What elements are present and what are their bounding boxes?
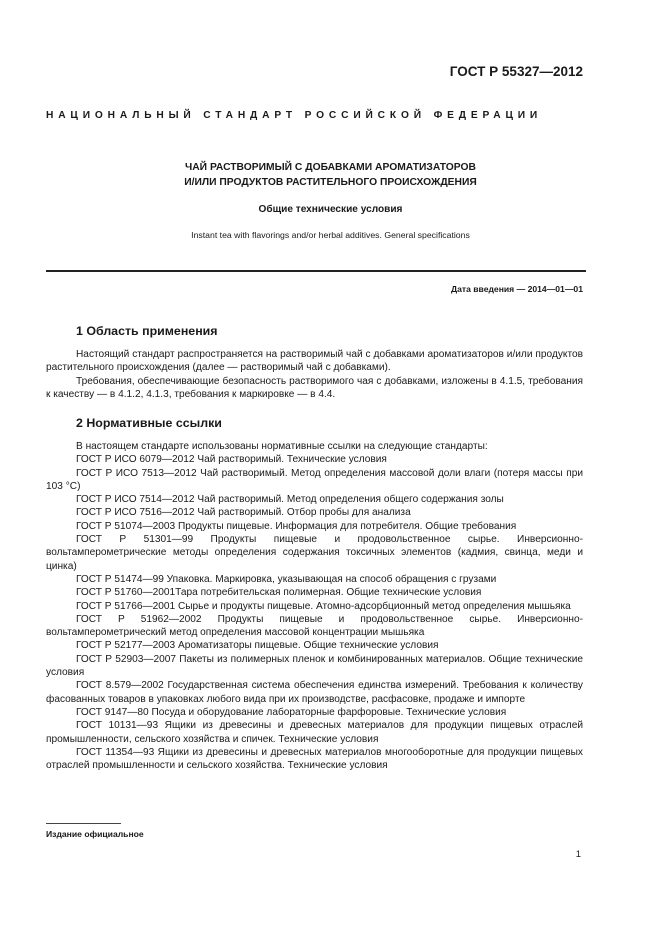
reference-item: ГОСТ 8.579—2002 Государственная система обеспечения единства измерений. Требования к количеству фасованных товаров в упаковках любого вида при их производстве, расфасовке, продаже и импорте (46, 680, 583, 705)
reference-item: ГОСТ Р 52177—2003 Ароматизаторы пищевые. Общие технические условия (76, 640, 439, 652)
reference-item: ГОСТ Р 51962—2002 Продукты пищевые и продовольственное сырье. Инверсионно-вольтамперометрический метод определения массовой концентрации мышьяка (46, 613, 583, 639)
section-2-body (46, 440, 583, 772)
reference-item: ГОСТ Р 52903—2007 Пакеты из полимерных пленок и комбинированных материалов. Общие технические условия (46, 653, 583, 679)
paragraph: В настоящем стандарте использованы нормативные ссылки на следующие стандарты: (76, 441, 488, 452)
reference-item: ГОСТ Р 51474—99 Упаковка. Маркировка, указывающая на способ обращения с грузами (76, 573, 497, 585)
footer-divider (46, 823, 121, 824)
reference-item: ГОСТ Р ИСО 7516—2012 Чай растворимый. Отбор пробы для анализа (76, 507, 411, 519)
introduction-date: Дата введения — 2014—01—01 (450, 284, 583, 294)
title-divider (46, 270, 586, 272)
reference-item: ГОСТ Р 51074—2003 Продукты пищевые. Информация для потребителя. Общие требования (76, 520, 517, 532)
document-title (0, 160, 661, 190)
reference-item: ГОСТ Р 51766—2001 Сырье и продукты пищевые. Атомно-адсорбционный метод определения мышьяка (76, 600, 571, 612)
reference-item: ГОСТ Р ИСО 6079—2012 Чай растворимый. Технические условия (76, 454, 387, 466)
national-standard-banner: НАЦИОНАЛЬНЫЙ СТАНДАРТ РОССИЙСКОЙ ФЕДЕРАЦИИ (46, 110, 543, 121)
page-number: 1 (575, 849, 581, 860)
edition-note: Издание официальное (46, 829, 144, 839)
paragraph: Настоящий стандарт распространяется на растворимый чай с добавками ароматизаторов и/или продуктов растительного происхождения (далее — растворимый чай с добавками). (46, 349, 583, 374)
reference-item: ГОСТ Р ИСО 7513—2012 Чай растворимый. Метод определения массовой доли влаги (потеря массы при 103 °С) (46, 467, 583, 492)
reference-item: ГОСТ Р 51301—99 Продукты пищевые и продовольственное сырье. Инверсионно-вольтамперометрические методы определения содержания токсичных элементов (кадмия, свинца, меди и цинка) (46, 534, 583, 572)
reference-item: ГОСТ 9147—80 Посуда и оборудование лабораторные фарфоровые. Технические условия (76, 706, 507, 718)
paragraph: Требования, обеспечивающие безопасность растворимого чая с добавками, изложены в 4.1.5, требования к качеству — в 4.1.2, 4.1.3, требования к маркировке — в 4.4. (46, 375, 583, 400)
section-2-heading: 2 Нормативные ссылки (76, 416, 222, 430)
reference-item: ГОСТ Р ИСО 7514—2012 Чай растворимый. Метод определения общего содержания золы (76, 494, 504, 506)
title-line-1: ЧАЙ РАСТВОРИМЫЙ С ДОБАВКАМИ АРОМАТИЗАТОРОВ (185, 162, 476, 173)
reference-item: ГОСТ Р 51760—2001Тара потребительская полимерная. Общие технические условия (76, 587, 482, 599)
reference-item: ГОСТ 10131—93 Ящики из древесины и древесных материалов для продукции пищевых отраслей промышленности, сельского хозяйства и спичек. Технические условия (46, 720, 583, 745)
section-1-body (46, 348, 583, 401)
section-1-heading: 1 Область применения (76, 324, 218, 338)
document-subtitle: Общие технические условия (258, 204, 403, 215)
english-title: Instant tea with flavorings and/or herbal additives. General specifications (191, 230, 470, 240)
title-line-2: И/ИЛИ ПРОДУКТОВ РАСТИТЕЛЬНОГО ПРОИСХОЖДЕНИЯ (184, 177, 477, 188)
standard-code: ГОСТ Р 55327—2012 (449, 64, 583, 79)
reference-item: ГОСТ 11354—93 Ящики из древесины и древесных материалов многооборотные для продукции пищевых отраслей промышленности и сельского хозяйства. Технические условия (46, 746, 583, 772)
